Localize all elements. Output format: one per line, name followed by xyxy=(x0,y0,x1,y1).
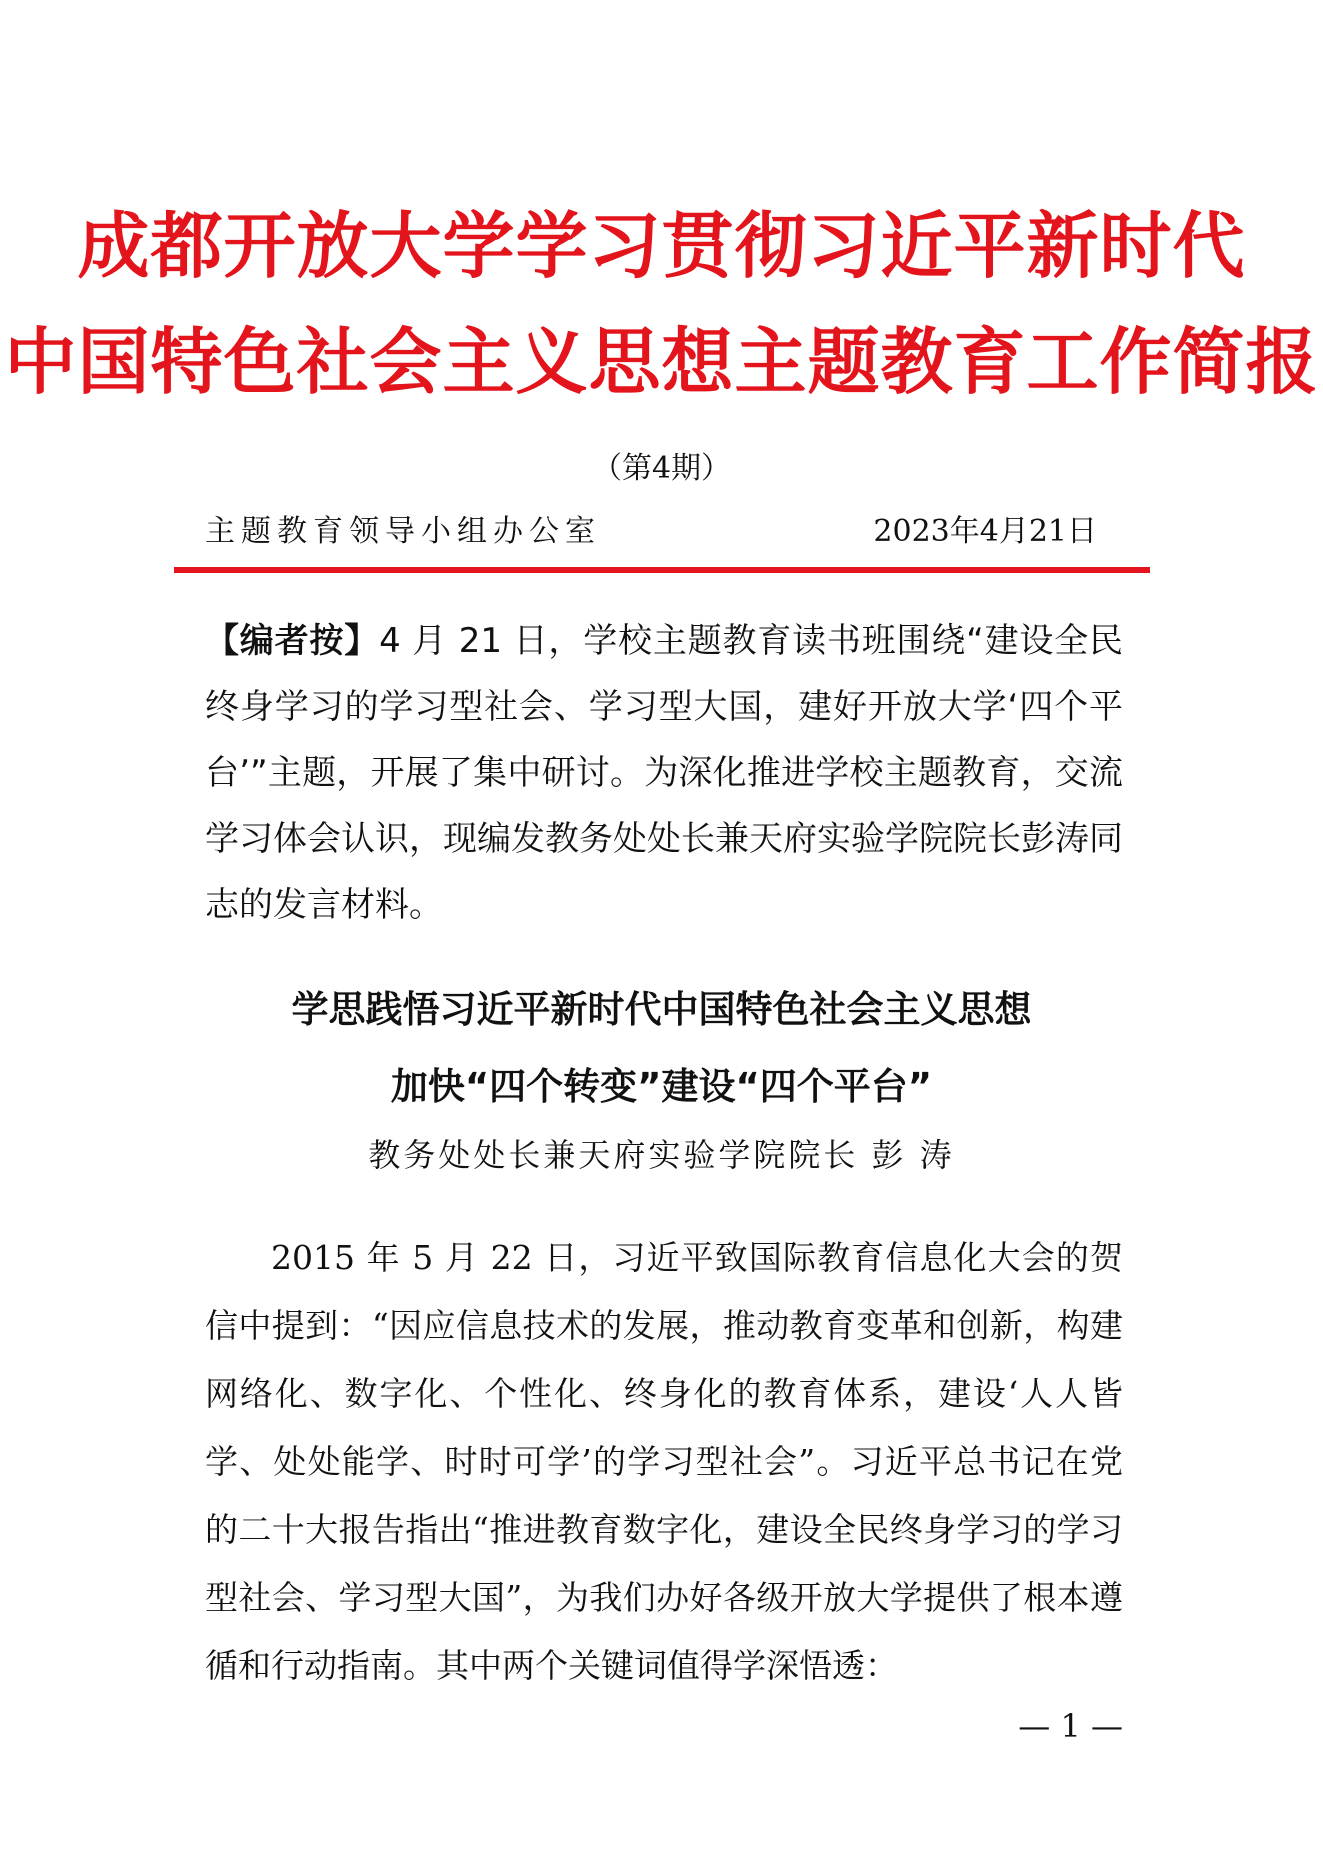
masthead-title-line-2: 中国特色社会主义思想主题教育工作简报 xyxy=(4,320,1319,404)
red-divider-rule xyxy=(174,567,1150,573)
issue-number: （第4期） xyxy=(591,451,732,486)
article-body-paragraph: 2015 年 5 月 22 日，习近平致国际教育信息化大会的贺信中提到：“因应信息技术的发展，推动教育变革和创新，构建网络化、数字化、个性化、终身化的教育体系，建设‘人人皆学、处处能学、时时可学’的学习型社会”。习近平总书记在党的二十大报告指出“推进教育数字化，建设全民终身学习的学习型社会、学习型大国”，为我们办好各级开放大学提供了根本遵循和行动指南。其中两个关键词值得学深悟透： xyxy=(205,1238,1123,1685)
article-title-line-2: 加快“四个转变”建设“四个平台” xyxy=(390,1065,933,1108)
article-title-line-1: 学思践悟习近平新时代中国特色社会主义思想 xyxy=(291,988,1032,1031)
editor-note xyxy=(205,608,1123,938)
editor-note-label: 【编者按】 xyxy=(205,621,380,661)
page-number: — 1 — xyxy=(1018,1707,1123,1745)
issuing-office: 主题教育领导小组办公室 xyxy=(205,514,601,549)
article-author: 教务处处长兼天府实验学院院长 彭 涛 xyxy=(368,1136,955,1174)
issue-date: 2023年4月21日 xyxy=(873,514,1097,549)
masthead-title-line-1: 成都开放大学学习贯彻习近平新时代 xyxy=(77,204,1246,288)
editor-note-text: 4 月 21 日，学校主题教育读书班围绕“建设全民终身学习的学习型社会、学习型大国，建好开放大学‘四个平台’”主题，开展了集中研讨。为深化推进学校主题教育，交流学习体会认识，现编发教务处处长兼天府实验学院院长彭涛同志的发言材料。 xyxy=(205,621,1124,925)
